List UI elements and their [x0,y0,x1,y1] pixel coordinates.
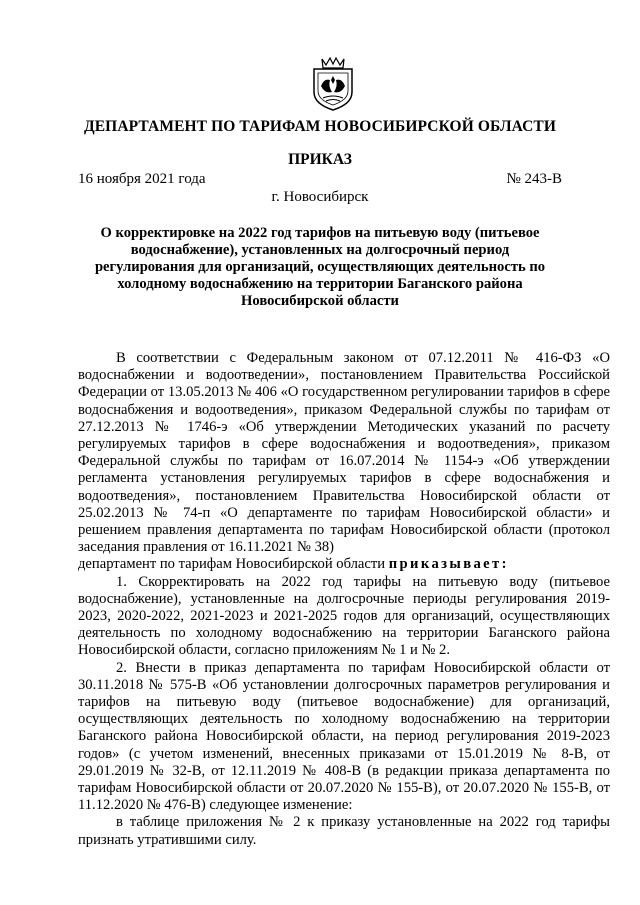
orders-line [78,556,610,573]
document-subject: О корректировке на 2022 год тарифов на питьевую воду (питьевое водоснабжение), установленных на долгосрочный период регулирования для организаций, осуществляющих деятельность по холодному водоснабжению на территории Баганского района Новосибирской области [94,225,546,309]
preamble-paragraph: В соответствии с Федеральным законом от 07.12.2011 № 416-ФЗ «О водоснабжении и водоотведении», постановлением Правительства Российской Федерации от 13.05.2013 № 406 «О государственном регулировании тарифов в сфере водоснабжения и водоотведения», приказом Федеральной службы по тарифам от 27.12.2013 № 1746-э «Об утверждении Методических указаний по расчету регулируемых тарифов в сфере водоснабжения и водоотведения», приказом Федеральной службы по тарифам от 16.07.2014 № 1154-э «Об утверждении регламента установления регулируемых тарифов в сфере водоснабжения и водоотведения», постановлением Правительства Новосибирской области от 25.02.2013 № 74-п «О департаменте по тарифам Новосибирской области» и решением правления департамента по тарифам Новосибирской области (протокол заседания правления от 16.11.2021 № 38) [78,350,610,556]
document-type: ПРИКАЗ [288,151,352,168]
orders-word: приказывает: [388,556,509,573]
order-item-2: 2. Внести в приказ департамента по тарифам Новосибирской области от 30.11.2018 № 575-В «Об установлении долгосрочных параметров регулирования и тарифов на питьевую воду (питьевое водоснабжение) для организаций, осуществляющих деятельность по холодному водоснабжению на территории Баганского района Новосибирской области, на период регулирования 2019-2023 годов» (с учетом изменений, внесенных приказами от 15.01.2019 № 8-В, от 29.01.2019 № 32-В, от 12.11.2019 № 408-В (в редакции приказа департамента по тарифам Новосибирской области от 20.07.2020 № 155-В), от 20.07.2020 № 155-В, от 11.12.2020 № 476-В) следующее изменение: [78,659,610,814]
department-name: ДЕПАРТАМЕНТ ПО ТАРИФАМ НОВОСИБИРСКОЙ ОБЛАСТИ [83,118,557,135]
order-item-2-sub: в таблице приложения № 2 к приказу установленные на 2022 год тарифы признать утратившими силу. [78,814,610,848]
order-item-1: 1. Скорректировать на 2022 год тарифы на питьевую воду (питьевое водоснабжение), установленные на долгосрочные периоды регулирования 2019-2023, 2020-2022, 2021-2023 и 2021-2025 годов для организаций, осуществляющих деятельность по холодному водоснабжению на территории Баганского района Новосибирской области, согласно приложениям № 1 и № 2. [78,573,610,659]
document-body [78,350,610,849]
coat-of-arms-icon [308,56,358,112]
document-city: г. Новосибирск [271,189,369,205]
document-date: 16 ноября 2021 года [78,171,206,187]
orders-lead: департамент по тарифам Новосибирской области [78,556,386,573]
document-number: № 243-В [506,171,562,187]
